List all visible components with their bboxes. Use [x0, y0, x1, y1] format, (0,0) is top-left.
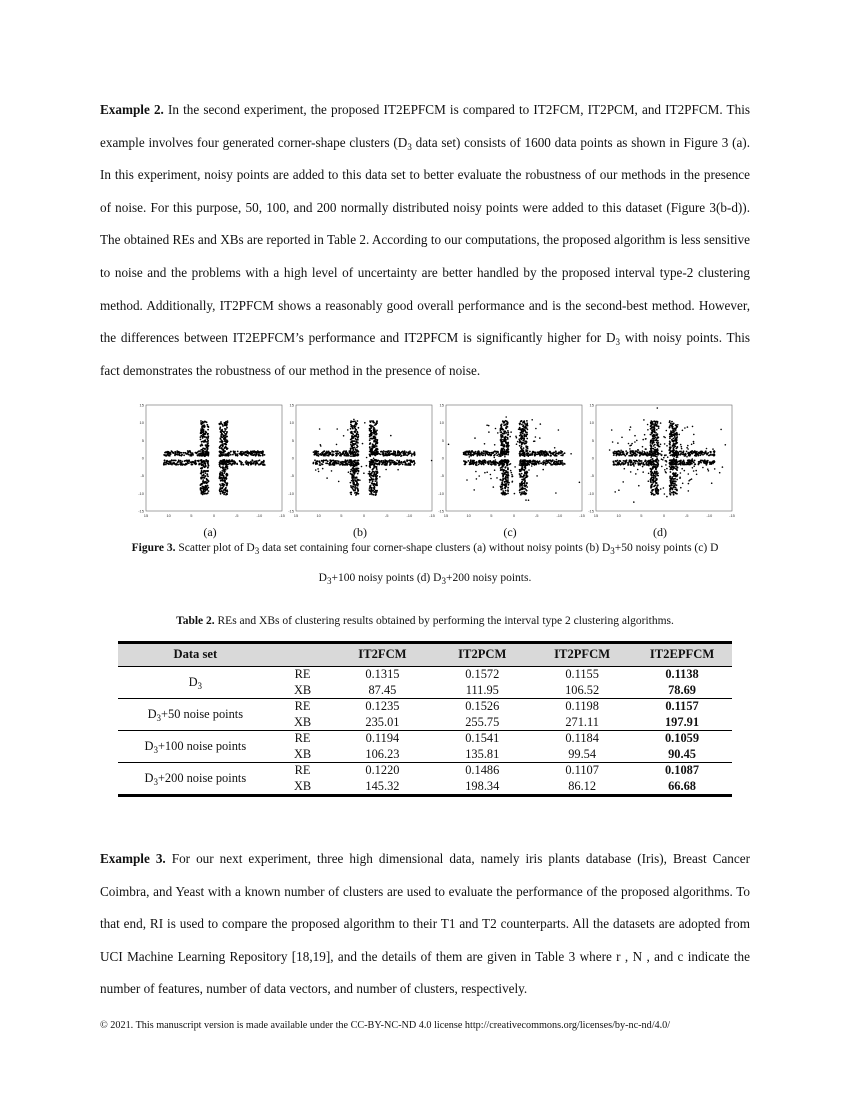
value-cell: 0.1155	[565, 667, 599, 681]
example-2-text-c: with noisy points. This fact demonstrates the robustness of our method in the presence of noise.	[100, 330, 750, 378]
value-cell: 106.23	[333, 747, 433, 763]
x-tick-label: -15	[579, 513, 585, 518]
header-metric	[273, 643, 333, 667]
x-tick-label: 10	[316, 513, 321, 518]
value-cell: 145.32	[333, 779, 433, 796]
x-tick-label: -15	[279, 513, 285, 518]
value-cell: 0.1486	[465, 763, 500, 777]
value-cell: 78.69	[632, 683, 732, 699]
value-cell: 0.1220	[365, 763, 400, 777]
y-tick-label: 0	[291, 455, 294, 461]
value-cell: 87.45	[333, 683, 433, 699]
caption-text: data set containing four corner-shape clusters (a) without noisy points (b) D	[259, 542, 611, 554]
value-cell: 99.54	[532, 747, 632, 763]
metric-label: RE	[294, 731, 311, 745]
value-cell: 255.75	[432, 715, 532, 731]
metric-label: XB	[273, 683, 333, 699]
example-2-paragraph	[100, 94, 750, 387]
y-tick-label: 5	[591, 437, 594, 443]
example-2-heading: Example 2.	[100, 102, 164, 117]
table-row	[118, 731, 732, 747]
y-tick-label: -15	[138, 508, 144, 514]
x-tick-label: 15	[293, 513, 299, 518]
table-row	[118, 763, 732, 779]
metric-label: RE	[294, 699, 311, 713]
scatter-panel-b	[286, 403, 434, 519]
x-tick-label: -10	[406, 513, 413, 518]
results-table	[118, 641, 732, 797]
x-tick-label: -15	[729, 513, 735, 518]
metric-label: RE	[294, 763, 311, 777]
x-tick-label: -5	[234, 513, 239, 518]
x-tick-label: 15	[593, 513, 599, 518]
x-tick-label: 0	[512, 513, 516, 518]
plot-frame	[296, 405, 432, 511]
x-tick-label: 15	[143, 513, 149, 518]
value-cell: 0.1541	[465, 731, 500, 745]
x-tick-label: 5	[640, 513, 643, 518]
x-tick-label: -10	[706, 513, 713, 518]
plot-frame	[146, 405, 282, 511]
x-tick-label: 10	[166, 513, 171, 518]
figure-3-caption-label: Figure 3.	[131, 542, 176, 554]
y-tick-label: 5	[291, 437, 294, 443]
y-tick-label: 10	[139, 420, 144, 426]
y-tick-label: 10	[289, 420, 294, 426]
example-3-paragraph	[100, 843, 750, 1006]
y-tick-label: -10	[588, 490, 594, 496]
d3-subscript: 3	[615, 337, 621, 348]
value-cell: 235.01	[333, 715, 433, 731]
panel-label-b: (b)	[353, 525, 367, 539]
x-tick-label: 0	[212, 513, 216, 518]
x-tick-label: 10	[616, 513, 621, 518]
y-tick-label: -10	[438, 490, 444, 496]
scatter-plot	[586, 403, 734, 519]
scatter-panel-a	[136, 403, 284, 519]
scatter-points	[609, 407, 726, 503]
value-cell: 86.12	[532, 779, 632, 796]
table-row	[118, 667, 732, 683]
x-tick-label: -5	[684, 513, 689, 518]
y-tick-label: 15	[439, 402, 444, 408]
figure-3	[136, 403, 736, 539]
figure-3-caption: Figure 3. Scatter plot of $D_3$ data set containing four corner-shape clusters (a) without noisy points (b) $D_3+50$ noisy points (c) D $D_3+100$ noisy points (d) $D_3+200$ noisy points.	[131, 542, 719, 586]
value-cell: 0.1198	[565, 699, 599, 713]
x-tick-label: -10	[556, 513, 563, 518]
caption-sub: 3	[326, 576, 332, 586]
y-tick-label: -15	[288, 508, 294, 514]
example-2-text-b: data set) consists of 1600 data points as shown in Figure 3 (a). In this experiment, noisy points are added to this data set to better evaluate the robustness of our methods in the presence of noise. For this purpose, 50, 100, and 200 normally distributed noisy points were added to this dataset (Figure 3(b-d)). The obtained REs and XBs are reported in Table 2. According to our computations, the proposed algorithm is less sensitive to noise and the problems with a high level of uncertainty are better handled by the proposed interval type-2 clustering method. Additionally, IT2PFCM shows a reasonably good overall performance and is the second-best method. However, the differences between IT2EPFCM’s performance and IT2PFCM is significantly higher for D	[100, 134, 750, 346]
table-header-row	[118, 643, 732, 667]
header-it2pcm: IT2PCM	[432, 643, 532, 667]
example-3-text: For our next experiment, three high dimensional data, namely iris plants database (Iris), Breast Cancer Coimbra, and Yeast with a known number of clusters are used to evaluate the performance of the proposed algorithms. To that end, RI is used to compare the proposed algorithm to their T1 and T2 counterparts. All the datasets are adopted from UCI Machine Learning Repository [18,19], and the details of them are given in Table 3 where r , N , and c indicate the number of features, number of data vectors, and number of clusters, respectively.	[100, 851, 750, 997]
value-cell: 0.1235	[365, 699, 400, 713]
scatter-plot	[436, 403, 584, 519]
value-cell: 198.34	[432, 779, 532, 796]
example-2-text-a: In the second experiment, the proposed IT2EPFCM is compared to IT2FCM, IT2PCM, and IT2PFCM. This example involves four generated corner-shape clusters (D	[100, 102, 750, 150]
y-tick-label: -5	[590, 473, 594, 479]
caption-sub: 3	[254, 546, 260, 556]
x-tick-label: -15	[429, 513, 435, 518]
x-tick-label: -5	[384, 513, 389, 518]
value-cell: 0.1157	[665, 699, 699, 713]
metric-label: XB	[273, 715, 333, 731]
y-tick-label: 5	[441, 437, 444, 443]
caption-text: +200 noisy points.	[445, 572, 532, 584]
y-tick-label: -10	[288, 490, 294, 496]
y-tick-label: -10	[138, 490, 144, 496]
y-tick-label: 15	[589, 402, 594, 408]
y-tick-label: -15	[588, 508, 594, 514]
scatter-plot	[286, 403, 434, 519]
caption-sub: 3	[610, 546, 615, 556]
caption-text: Scatter plot of D	[175, 542, 255, 554]
x-tick-label: 5	[190, 513, 193, 518]
dataset-cell: $D_3+200$ noise points	[118, 763, 273, 796]
value-cell: 271.11	[532, 715, 632, 731]
caption-text: +50 noisy points (c) D	[614, 542, 719, 554]
table-row	[118, 699, 732, 715]
scatter-plot	[136, 403, 284, 519]
x-tick-label: -5	[534, 513, 539, 518]
value-cell: 0.1572	[465, 667, 500, 681]
value-cell: 90.45	[632, 747, 732, 763]
value-cell: 111.95	[432, 683, 532, 699]
value-cell: 0.1087	[664, 763, 700, 777]
panel-label-d: (d)	[653, 525, 667, 539]
metric-label: XB	[273, 747, 333, 763]
y-tick-label: 0	[591, 455, 594, 461]
scatter-panel-d	[586, 403, 734, 519]
value-cell: 0.1107	[565, 763, 599, 777]
value-cell: 66.68	[632, 779, 732, 796]
x-tick-label: 5	[340, 513, 343, 518]
y-tick-label: 0	[441, 455, 444, 461]
x-tick-label: 5	[490, 513, 493, 518]
scatter-panel-c	[436, 403, 584, 519]
value-cell: 0.1059	[664, 731, 700, 745]
y-tick-label: 5	[141, 437, 144, 443]
x-tick-label: 15	[443, 513, 449, 518]
value-cell: 0.1194	[365, 731, 400, 745]
value-cell: 0.1315	[365, 667, 400, 681]
y-tick-label: 10	[439, 420, 444, 426]
license-footer: © 2021. This manuscript version is made available under the CC-BY-NC-ND 4.0 license http://creativecommons.org/licenses/by-nc-nd/4.0/	[100, 1020, 671, 1031]
y-tick-label: 10	[589, 420, 594, 426]
plot-frame	[446, 405, 582, 511]
y-tick-label: 15	[289, 402, 294, 408]
scatter-points	[163, 420, 266, 496]
example-3-heading: Example 3.	[100, 851, 166, 866]
panel-label-c: (c)	[503, 525, 517, 539]
x-tick-label: 10	[466, 513, 471, 518]
dataset-cell: $D_3$	[118, 667, 273, 699]
panel-label-a: (a)	[203, 525, 217, 539]
header-dataset: Data set	[118, 643, 273, 667]
y-tick-label: -5	[440, 473, 444, 479]
dataset-cell: $D_3+50$ noise points	[118, 699, 273, 731]
table-2-caption-label: Table 2.	[176, 615, 215, 627]
y-tick-label: -5	[290, 473, 294, 479]
header-it2epfcm: IT2EPFCM	[632, 643, 732, 667]
metric-label: XB	[273, 779, 333, 796]
table-2-caption	[110, 606, 740, 636]
d3-subscript: 3	[407, 141, 412, 152]
y-tick-label: -5	[140, 473, 144, 479]
header-it2fcm: IT2FCM	[333, 643, 433, 667]
caption-text: REs and XBs of clustering results obtained by performing the interval type 2 clustering algorithms.	[214, 615, 674, 627]
value-cell: 135.81	[432, 747, 532, 763]
scatter-points	[448, 416, 581, 501]
value-cell: 197.91	[632, 715, 732, 731]
y-tick-label: -15	[438, 508, 444, 514]
value-cell: 106.52	[532, 683, 632, 699]
x-tick-label: -10	[256, 513, 263, 518]
y-tick-label: 0	[141, 455, 144, 461]
caption-sub: 3	[441, 576, 446, 586]
y-tick-label: 15	[139, 402, 144, 408]
value-cell: 0.1184	[565, 731, 599, 745]
x-tick-label: 0	[662, 513, 666, 518]
dataset-cell: $D_3+100$ noise points	[118, 731, 273, 763]
value-cell: 0.1526	[465, 699, 500, 713]
caption-text: +100 noisy points (d) D	[331, 572, 442, 584]
header-it2pfcm: IT2PFCM	[532, 643, 632, 667]
value-cell: 0.1138	[665, 667, 699, 681]
x-tick-label: 0	[362, 513, 366, 518]
scatter-points	[312, 419, 432, 496]
metric-label: RE	[294, 667, 311, 681]
